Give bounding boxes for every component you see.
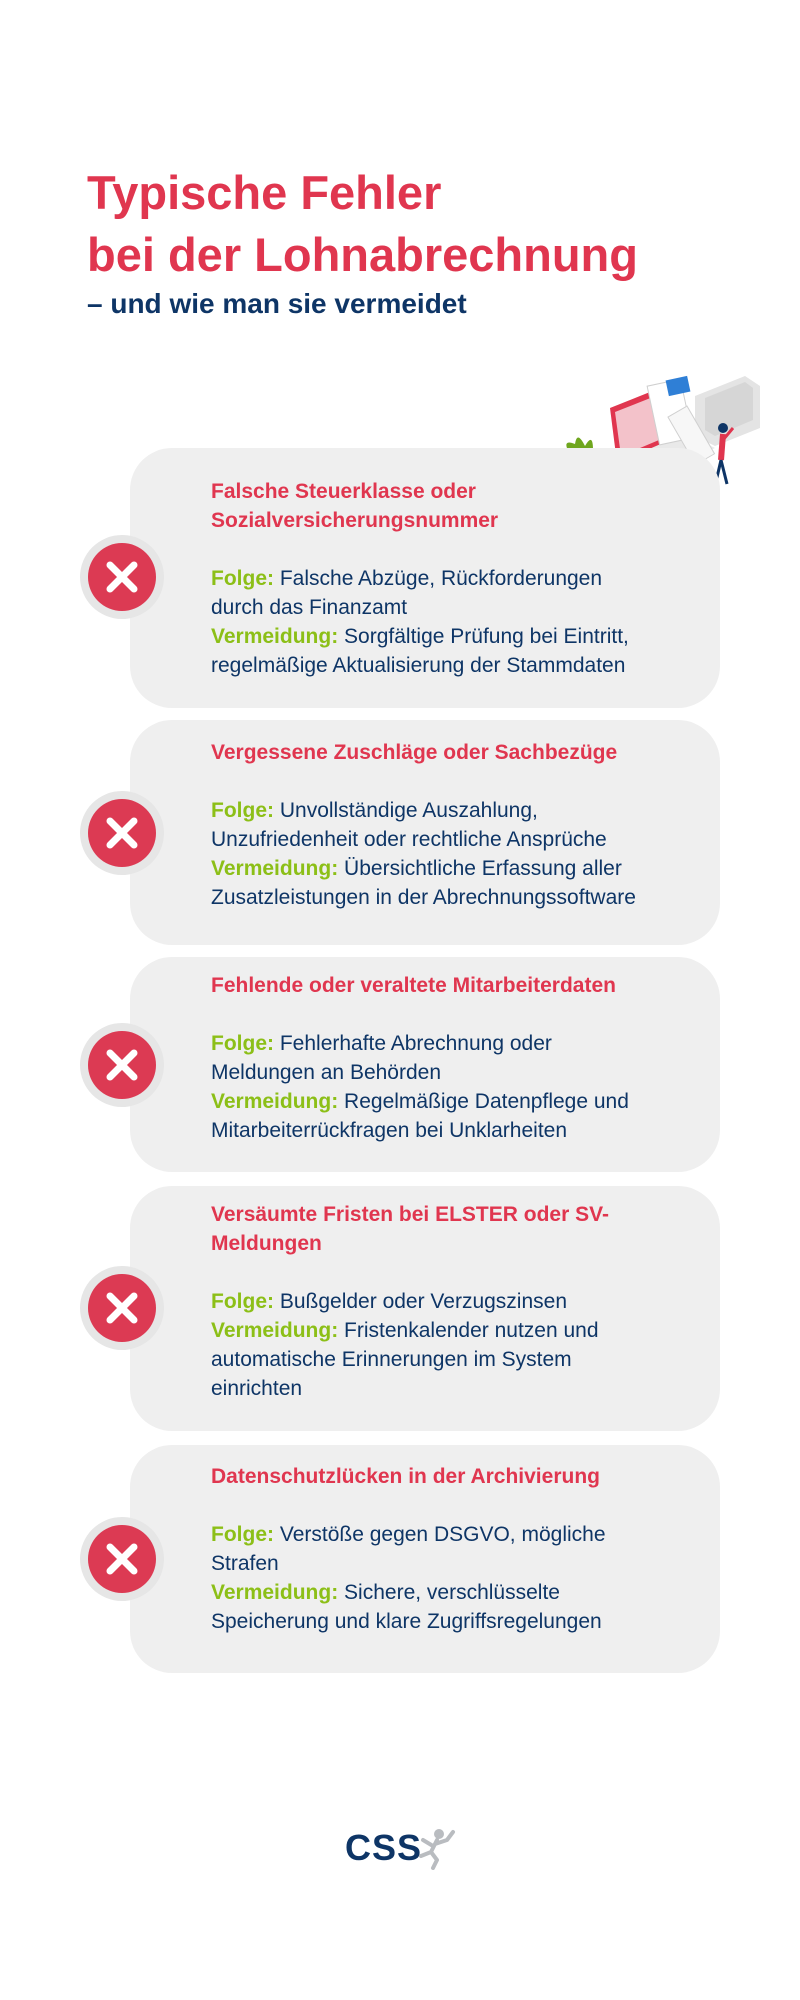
folge-label: Folge: bbox=[211, 1032, 274, 1055]
error-x-icon bbox=[80, 1517, 164, 1601]
error-title: Vergessene Zuschläge oder Sachbezüge bbox=[211, 741, 618, 764]
error-x-icon bbox=[80, 1023, 164, 1107]
error-card bbox=[130, 1445, 720, 1673]
error-title: Versäumte Fristen bei ELSTER oder SV- Meldungen bbox=[211, 1203, 609, 1255]
error-card bbox=[130, 720, 720, 945]
prevention-text: Vermeidung: Fristenkalender nutzen und automatische Erinnerungen im System einrichten bbox=[211, 1319, 599, 1400]
prevention-text: Vermeidung: Sichere, verschlüsselte Speicherung und klare Zugriffsregelungen bbox=[211, 1581, 602, 1633]
consequence-text: Folge: Verstöße gegen DSGVO, mögliche Strafen bbox=[211, 1523, 606, 1575]
error-card bbox=[130, 448, 720, 708]
prevention-text: Vermeidung: Regelmäßige Datenpflege und Mitarbeiterrückfragen bei Unklarheiten bbox=[211, 1090, 629, 1142]
consequence-text: Folge: Bußgelder oder Verzugszinsen bbox=[211, 1290, 568, 1313]
runner-figure-icon bbox=[413, 1826, 457, 1870]
vermeidung-label: Vermeidung: bbox=[211, 857, 339, 880]
error-title: Datenschutzlücken in der Archivierung bbox=[211, 1465, 600, 1488]
error-x-icon bbox=[80, 1266, 164, 1350]
vermeidung-label: Vermeidung: bbox=[211, 625, 339, 648]
consequence-text: Folge: Unvollständige Auszahlung, Unzufriedenheit oder rechtliche Ansprüche bbox=[211, 799, 607, 851]
vermeidung-label: Vermeidung: bbox=[211, 1581, 339, 1604]
consequence-text: Folge: Fehlerhafte Abrechnung oder Meldungen an Behörden bbox=[211, 1032, 552, 1084]
css-logo bbox=[345, 1826, 457, 1872]
vermeidung-label: Vermeidung: bbox=[211, 1319, 339, 1342]
error-x-icon bbox=[80, 791, 164, 875]
prevention-text: Vermeidung: Sorgfältige Prüfung bei Eintritt, regelmäßige Aktualisierung der Stammdaten bbox=[211, 625, 629, 677]
prevention-text: Vermeidung: Übersichtliche Erfassung aller Zusatzleistungen in der Abrechnungssoftware bbox=[211, 857, 636, 909]
error-title: Falsche Steuerklasse oder Sozialversicherungsnummer bbox=[211, 480, 499, 532]
error-x-icon bbox=[80, 535, 164, 619]
title-line-1: Typische Fehler bbox=[87, 166, 442, 219]
folge-label: Folge: bbox=[211, 1290, 274, 1313]
vermeidung-label: Vermeidung: bbox=[211, 1090, 339, 1113]
consequence-text: Folge: Falsche Abzüge, Rückforderungen durch das Finanzamt bbox=[211, 567, 603, 619]
folge-label: Folge: bbox=[211, 1523, 274, 1546]
error-title: Fehlende oder veraltete Mitarbeiterdaten bbox=[211, 974, 616, 997]
error-card bbox=[130, 1186, 720, 1431]
folge-label: Folge: bbox=[211, 799, 274, 822]
error-card bbox=[130, 957, 720, 1172]
page-title bbox=[87, 162, 638, 286]
folge-label: Folge: bbox=[211, 567, 274, 590]
page-subtitle: – und wie man sie vermeidet bbox=[87, 288, 467, 319]
title-line-2: bei der Lohnabrechnung bbox=[87, 228, 638, 281]
logo-text: CSS bbox=[345, 1827, 423, 1868]
